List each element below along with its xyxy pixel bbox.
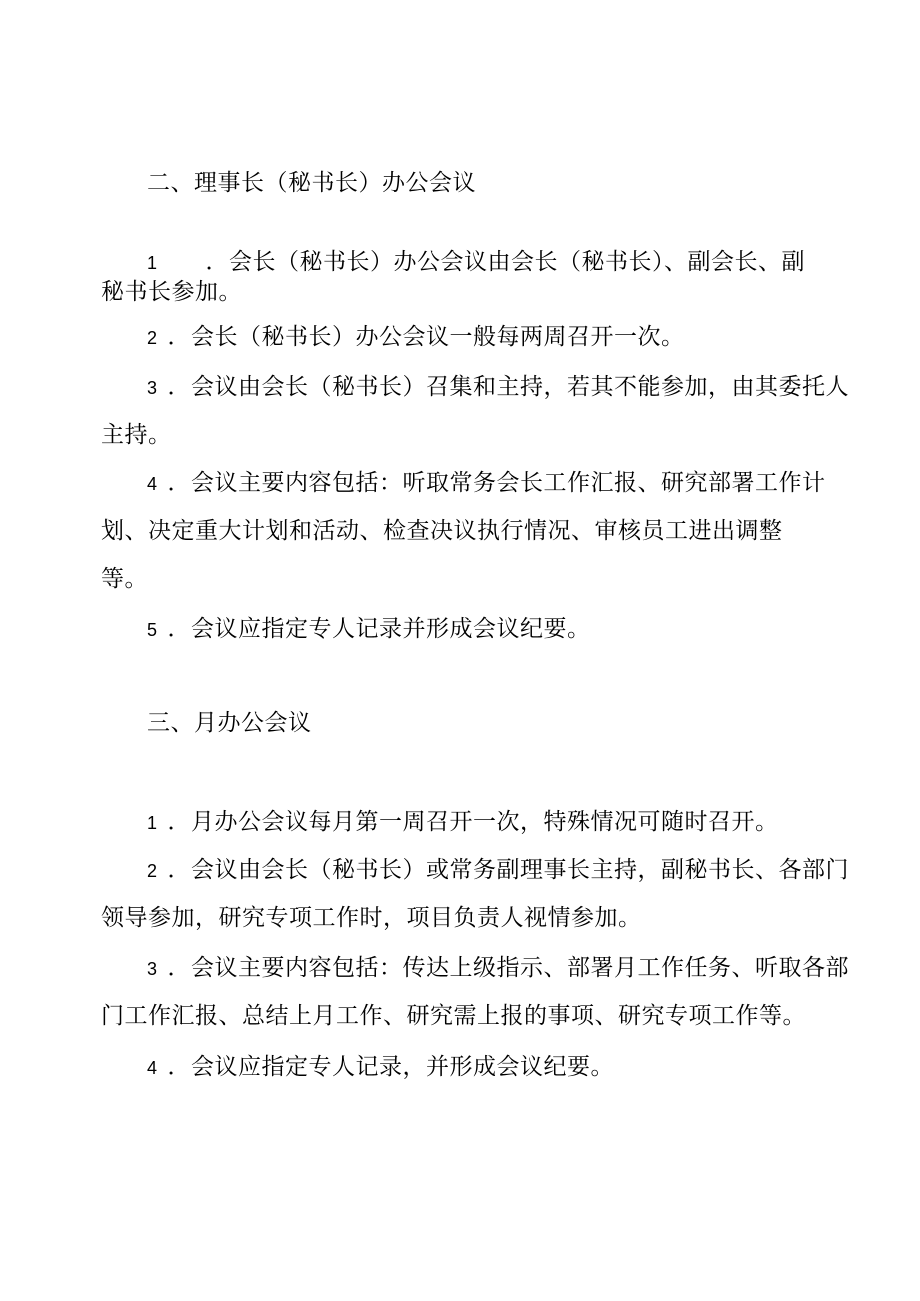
list-item: [147, 807, 779, 838]
item-text: ．会议应指定专人记录并形成会议纪要。: [167, 616, 591, 642]
item-number: 4: [147, 474, 158, 494]
item-number: 2: [147, 328, 158, 348]
list-item: [147, 247, 805, 278]
item-text: ．会议由会长（秘书长）召集和主持，若其不能参加，由其委托人: [167, 374, 850, 400]
item-text-continued: 门工作汇报、总结上月工作、研究需上报的事项、研究专项工作等。: [101, 1003, 806, 1029]
item-text: ．会长（秘书长）办公会议由会长（秘书长）、副会长、副: [205, 249, 806, 275]
list-item: [147, 855, 849, 886]
item-text: ．会议主要内容包括：听取常务会长工作汇报、研究部署工作计: [167, 470, 826, 496]
item-number: 4: [147, 1058, 158, 1078]
list-item: [147, 322, 685, 353]
item-number: 2: [147, 861, 158, 881]
list-item: [147, 372, 849, 403]
list-item: [147, 614, 591, 645]
item-text-continued: 划、决定重大计划和活动、检查决议执行情况、审核员工进出调整: [101, 518, 783, 544]
item-text: ．会长（秘书长）办公会议一般每两周召开一次。: [167, 324, 685, 350]
item-number: 3: [147, 378, 158, 398]
item-number: 5: [147, 620, 158, 640]
item-text: ．会议应指定专人记录，并形成会议纪要。: [167, 1054, 615, 1080]
section-heading: 三、月办公会议: [147, 710, 312, 736]
list-item: [147, 1052, 614, 1083]
item-text-continued: 领导参加，研究专项工作时，项目负责人视情参加。: [101, 905, 642, 931]
list-item: [147, 468, 826, 499]
list-item: [147, 953, 849, 984]
item-text-continued: 等。: [101, 566, 148, 592]
item-text: ．会议由会长（秘书长）或常务副理事长主持，副秘书长、各部门: [167, 857, 850, 883]
item-text: ．会议主要内容包括：传达上级指示、部署月工作任务、听取各部: [167, 955, 850, 981]
item-text: ．月办公会议每月第一周召开一次，特殊情况可随时召开。: [167, 809, 779, 835]
item-number: 1: [147, 253, 158, 273]
item-text-continued: 主持。: [101, 422, 172, 448]
item-number: 3: [147, 959, 158, 979]
section-heading: 二、理事长（秘书长）办公会议: [147, 170, 476, 196]
item-number: 1: [147, 813, 158, 833]
item-text-continued: 秘书长参加。: [101, 279, 242, 305]
